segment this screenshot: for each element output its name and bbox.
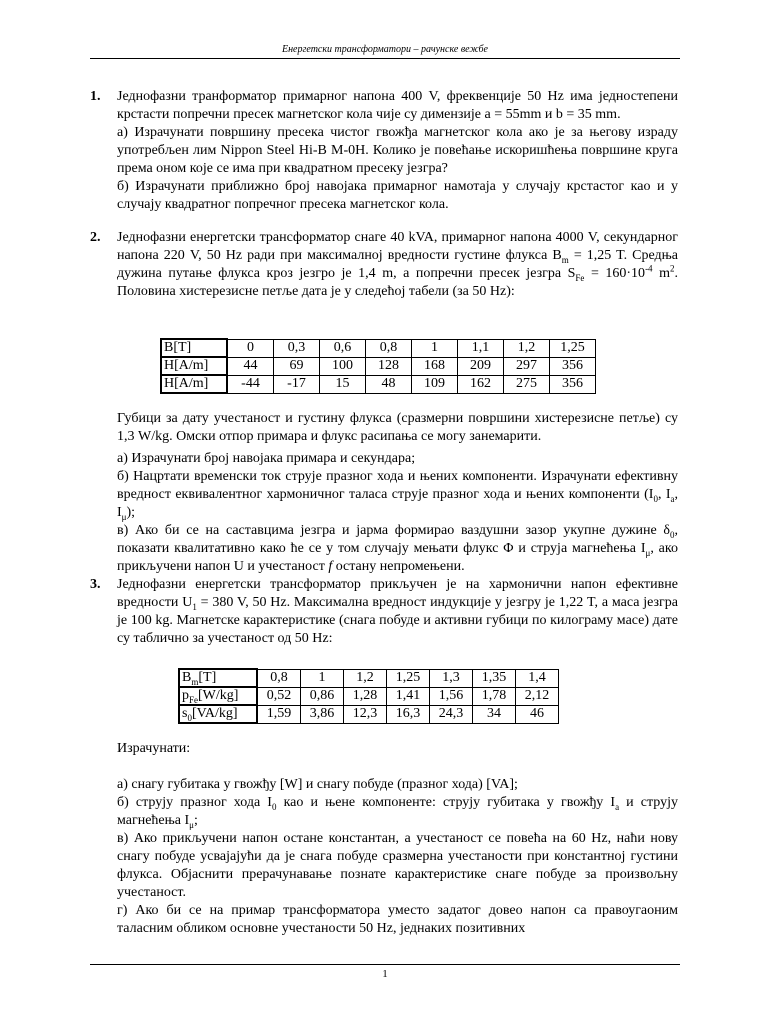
table-cell: 0,8 <box>366 339 412 357</box>
table-cell: 100 <box>320 357 366 375</box>
row-header: $s_0[VA/kg]$ <box>179 705 257 723</box>
table-cell: 0 <box>227 339 274 357</box>
table-cell: 12,3 <box>344 705 387 723</box>
footer-rule <box>90 964 680 965</box>
page-number: 1 <box>382 968 388 980</box>
question-c: в) Ако би се на саставцима језгра и јарма формирао ваздушни зазор укупне дужине $\delta_0$, показати квалитативно како ће се у том случају мењати флукс Φ и струја магнећења $I_\mu$, ако прикључени напон U и учестаност f остану непромењени. <box>117 523 678 574</box>
table-cell: 1,2 <box>344 669 387 687</box>
table-cell: 16,3 <box>387 705 430 723</box>
table-cell: 356 <box>550 357 596 375</box>
table-cell: 162 <box>458 375 504 393</box>
table-cell: 275 <box>504 375 550 393</box>
table-cell: 44 <box>227 357 274 375</box>
table-cell: 356 <box>550 375 596 393</box>
table-cell: 0,52 <box>257 687 301 705</box>
table-cell: 0,3 <box>274 339 320 357</box>
problem-3-continued <box>90 740 678 938</box>
problem-intro: Једнофазни енергетски трансформатор прикључен је на хармонични напон ефективне вредности $U_1 = 380$ V, 50 Hz. Максимална вредност индукције у језгру је 1,22 T, а маса језгра је 100 kg. Магнетске карактеристике (снага побуде и активни губици по килограму масе) дате су таблично за учестаност од 50 Hz: <box>117 577 678 646</box>
header-rule <box>90 58 680 59</box>
hysteresis-table <box>160 338 596 394</box>
table-cell: 1,35 <box>473 669 516 687</box>
table-row <box>161 375 596 393</box>
table-cell: 0,86 <box>301 687 344 705</box>
question-a: а) Израчунати површину пресека чистог гвожђа магнетског кола ако је за његову израду употребљен лим Nippon Steel Hi-B M-0H. Колико је повећање искоришћења површине круга према оном које се има при квадратном пресеку језгра? <box>117 125 678 176</box>
calc-label: Израчунати: <box>117 741 191 756</box>
table-cell: 2,12 <box>516 687 559 705</box>
question-b: б) струју празног хода $I_0$ као и њене компоненте: струју губитака у гвожђу $I_a$ и струју магнећења $I_\mu$; <box>117 795 678 830</box>
problem-1 <box>90 88 678 214</box>
table-cell: 34 <box>473 705 516 723</box>
question-d: г) Ако би се на примар трансформатора уместо задатог довео напон са правоугаоним таласним обликом основне учестаности 50 Hz, једнаких позитивних <box>117 903 678 936</box>
table-cell: 1,25 <box>550 339 596 357</box>
table-cell: B[T] <box>161 339 227 357</box>
table-cell: 1 <box>412 339 458 357</box>
table-cell: 1,56 <box>430 687 473 705</box>
row-header: $B_m[T]$ <box>179 669 257 687</box>
table-cell: -17 <box>274 375 320 393</box>
table-cell: 1,78 <box>473 687 516 705</box>
table-cell: 46 <box>516 705 559 723</box>
table-row <box>179 669 559 687</box>
table-cell: 15 <box>320 375 366 393</box>
table-row <box>179 705 559 723</box>
table-row <box>161 339 596 357</box>
table-row <box>179 687 559 705</box>
question-c: в) Ако прикључени напон остане константан, а учестаност се повећа на 60 Hz, наћи нову снагу побуде усвајајући да је снага побуде сразмерна учестаности при константној густини флукса. Објаснити прерачунавање познате карактеристике снаге побуде за произвољну учестаност. <box>117 831 678 900</box>
table-cell: 209 <box>458 357 504 375</box>
problem-number: 2. <box>90 230 101 245</box>
problem-number: 3. <box>90 577 101 592</box>
problem-intro: Једнофазни транформатор примарног напона 400 V, фреквенције 50 Hz има једностепени крстасти попречни пресек магнетског кола чије су димензије a = 55mm и b = 35 mm. <box>117 89 678 122</box>
table-cell: H[A/m] <box>161 357 227 375</box>
question-b: б) Израчунати приближно број навојака примарног намотаја у случају крстастог као и у случају квадратног попречног пресека магнетског кола. <box>117 179 678 212</box>
question-a: а) Израчунати број навојака примара и секундара; <box>117 451 416 466</box>
table-cell: 0,6 <box>320 339 366 357</box>
table-cell: H[A/m] <box>161 375 227 393</box>
problem-number: 1. <box>90 89 101 104</box>
table-cell: 3,86 <box>301 705 344 723</box>
table-cell: 1,25 <box>387 669 430 687</box>
question-b: б) Нацртати временски ток струје празног хода и њених компоненти. Израчунати ефективну вредност еквивалентног хармоничног таласа струје празног хода и њених компоненти ($I_0$, $I_a$, $I_\mu$); <box>117 469 678 522</box>
table-cell: 109 <box>412 375 458 393</box>
table-cell: 1,1 <box>458 339 504 357</box>
problem-2-continued <box>90 410 678 576</box>
losses-paragraph: Губици за дату учестаност и густину флукса (сразмерни површини хистерезисне петље) су 1,3 W/kg. Омски отпор примара и флукс расипања се могу занемарити. <box>117 411 678 444</box>
table-cell: 24,3 <box>430 705 473 723</box>
problem-intro: Једнофазни енергетски трансформатор снаге 40 kVA, примарног напона 4000 V, секундарног напона 220 V, 50 Hz ради при максималној вредности густине флукса $B_m = 1,25$ T. Средња дужина путање флукса кроз језгро је 1,4 m, а попречни пресек језгра $S_{Fe} = 160\cdot 10^{-4}$ $m^2$. Половина хистерезисне петље дата је у следећој табели (за 50 Hz): <box>117 230 678 299</box>
problem-3 <box>90 576 678 648</box>
magnetic-characteristics-table <box>178 668 559 724</box>
table-cell: 1,41 <box>387 687 430 705</box>
table-cell: -44 <box>227 375 274 393</box>
table-cell: 1,3 <box>430 669 473 687</box>
table-cell: 1,2 <box>504 339 550 357</box>
table-cell: 297 <box>504 357 550 375</box>
table-cell: 69 <box>274 357 320 375</box>
table-row <box>161 357 596 375</box>
question-a: а) снагу губитака у гвожђу [W] и снагу побуде (празног хода) [VA]; <box>117 777 518 792</box>
table-cell: 168 <box>412 357 458 375</box>
table-cell: 48 <box>366 375 412 393</box>
row-header: $p_{Fe}[W/kg]$ <box>179 687 257 705</box>
table-cell: 1,59 <box>257 705 301 723</box>
table-cell: 1,28 <box>344 687 387 705</box>
table-cell: 1 <box>301 669 344 687</box>
table-cell: 128 <box>366 357 412 375</box>
table-cell: 0,8 <box>257 669 301 687</box>
table-cell: 1,4 <box>516 669 559 687</box>
running-header: Енергетски трансформатори – рачунске вежбе <box>281 44 488 55</box>
problem-2 <box>90 229 678 301</box>
